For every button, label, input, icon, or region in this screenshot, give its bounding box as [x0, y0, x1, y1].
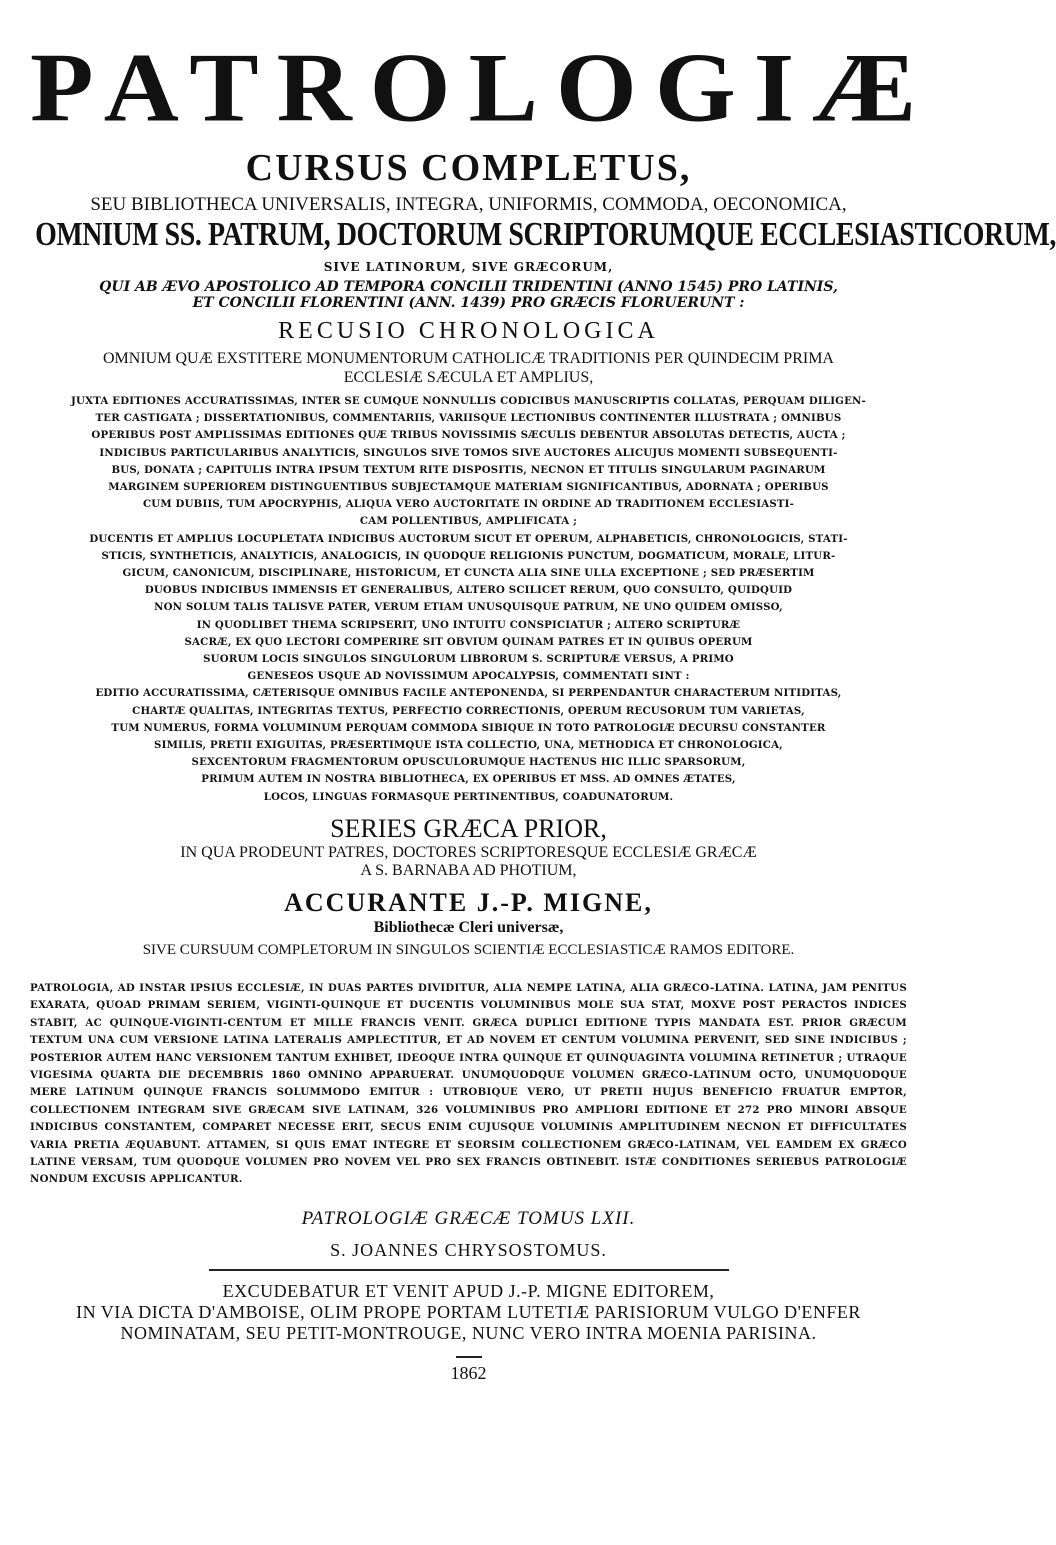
ducentis-block: [30, 531, 907, 686]
text-line: BUS, DONATA ; CAPITULIS INTRA IPSUM TEXTUM RITE DISPOSITIS, NECNON ET TITULIS SINGULARUM PAGINARUM: [111, 463, 826, 476]
text-line: CAM POLLENTIBUS, AMPLIFICATA ;: [359, 515, 578, 528]
omnium-quae-line-2: ECCLESIÆ SÆCULA ET AMPLIUS,: [343, 369, 594, 386]
text-line: TER CASTIGATA ; DISSERTATIONIBUS, COMMENTARIIS, VARIISQUE LECTIONIBUS CONTINENTER ILLUSTRATA ; OMNIBUS: [95, 412, 842, 425]
text-line: NON SOLUM TALIS TALISVE PATER, VERUM ETIAM UNUSQUISQUE PATRUM, NE UNO QUIDEM OMISSO,: [154, 601, 783, 614]
text-line: TUM NUMERUS, FORMA VOLUMINUM PERQUAM COMMODA SIBIQUE IN TOTO PATROLOGIÆ DECURSU CONSTANTER: [111, 721, 826, 734]
short-divider: [456, 1356, 482, 1358]
publication-year: 1862: [450, 1362, 487, 1383]
editio-block: [30, 685, 907, 805]
text-line: STICIS, SYNTHETICIS, ANALYTICIS, ANALOGICIS, IN QUODQUE RELIGIONIS PUNCTUM, DOGMATICUM, MORALE, LITUR-: [101, 549, 836, 562]
text-line: GICUM, CANONICUM, DISCIPLINARE, HISTORICUM, ET CUNCTA ALIA SINE ULLA EXCEPTIONE ; SED PRÆSERTIM: [122, 567, 815, 580]
seu-line: SEU BIBLIOTHECA UNIVERSALIS, INTEGRA, UNIFORMIS, COMMODA, OECONOMICA,: [90, 194, 847, 215]
omnium-quae-line-1: OMNIUM QUÆ EXSTITERE MONUMENTORUM CATHOLICÆ TRADITIONIS PER QUINDECIM PRIMA: [103, 350, 834, 367]
series-heading: SERIES GRÆCA PRIOR,: [330, 813, 607, 843]
recusio-heading: RECUSIO CHRONOLOGICA: [278, 318, 659, 344]
imprint-line-2: IN VIA DICTA D'AMBOISE, OLIM PROPE PORTAM LUTETIÆ PARISIORUM VULGO D'ENFER: [76, 1301, 861, 1322]
main-title: PATROLOGIÆ: [30, 32, 935, 143]
text-line: INDICIBUS PARTICULARIBUS ANALYTICIS, SINGULOS SIVE TOMOS SIVE AUCTORES ALICUJUS MOMENTI SUBSEQUENTI-: [99, 446, 838, 459]
juxta-block: [30, 393, 907, 531]
imprint-line-1: EXCUDEBATUR ET VENIT APUD J.-P. MIGNE EDITOREM,: [222, 1280, 715, 1301]
tomus-line: PATROLOGIÆ GRÆCÆ TOMUS LXII.: [301, 1207, 636, 1229]
qui-line-2: ET CONCILII FLORENTINI (ANN. 1439) PRO GRÆCIS FLORUERUNT :: [192, 295, 745, 311]
text-line: CHARTÆ QUALITAS, INTEGRITAS TEXTUS, PERFECTIO CORRECTIONIS, OPERUM RECUSORUM TUM VARIETAS,: [132, 704, 805, 717]
text-line: GENESEOS USQUE AD NOVISSIMUM APOCALYPSIS, COMMENTATI SINT :: [247, 670, 690, 683]
text-line: SEXCENTORUM FRAGMENTORUM OPUSCULORUMQUE HACTENUS HIC ILLIC SPARSORUM,: [191, 756, 746, 769]
text-line: CUM DUBIIS, TUM APOCRYPHIS, ALIQUA VERO AUCTORITATE IN ORDINE AD TRADITIONEM ECCLESIASTI-: [142, 498, 795, 511]
subtitle: CURSUS COMPLETUS,: [245, 147, 692, 189]
imprint-line-3: NOMINATAM, SEU PETIT-MONTROUGE, NUNC VERO INTRA MOENIA PARISINA.: [120, 1322, 817, 1343]
text-line: DUCENTIS ET AMPLIUS LOCUPLETATA INDICIBUS AUCTORUM SICUT ET OPERUM, ALPHABETICIS, CHRONOLOGICIS, STATI-: [89, 532, 848, 545]
editor-name: ACCURANTE J.-P. MIGNE,: [284, 887, 653, 917]
sive-cursuum-line: SIVE CURSUUM COMPLETORUM IN SINGULOS SCIENTIÆ ECCLESIASTICÆ RAMOS EDITORE.: [142, 941, 795, 958]
sive-line: SIVE LATINORUM, SIVE GRÆCORUM,: [323, 260, 614, 274]
omnium-line: OMNIUM SS. PATRUM, DOCTORUM SCRIPTORUMQUE ECCLESIASTICORUM,: [35, 216, 1056, 253]
text-line: IN QUODLIBET THEMA SCRIPSERIT, UNO INTUITU CONSPICIATUR ; ALTERO SCRIPTURÆ: [196, 618, 741, 631]
text-line: SIMILIS, PRETII EXIGUITAS, PRÆSERTIMQUE ISTA COLLECTIO, UNA, METHODICA ET CHRONOLOGICA,: [154, 739, 783, 752]
text-line: DUOBUS INDICIBUS IMMENSIS ET GENERALIBUS, ALTERO SCILICET RERUM, QUO CONSULTO, QUIDQUID: [144, 584, 793, 597]
bibliothecae-line: Bibliothecæ Cleri universæ,: [373, 918, 564, 936]
qui-line-1: QUI AB ÆVO APOSTOLICO AD TEMPORA CONCILII TRIDENTINI (ANNO 1545) PRO LATINIS,: [99, 279, 838, 295]
text-line: EDITIO ACCURATISSIMA, CÆTERISQUE OMNIBUS FACILE ANTEPONENDA, SI PERPENDANTUR CHARACTERUM NITIDITAS,: [95, 687, 842, 700]
text-line: PRIMUM AUTEM IN NOSTRA BIBLIOTHECA, EX OPERIBUS ET MSS. AD OMNES ÆTATES,: [201, 773, 736, 786]
text-line: LOCOS, LINGUAS FORMASQUE PERTINENTIBUS, COADUNATORUM.: [263, 790, 674, 803]
text-line: SACRÆ, EX QUO LECTORI COMPERIRE SIT OBVIUM QUINAM PATRES ET IN QUIBUS OPERUM: [184, 635, 753, 648]
patrologia-paragraph: PATROLOGIA, AD INSTAR IPSIUS ECCLESIÆ, IN DUAS PARTES DIVIDITUR, ALIA NEMPE LATINA, ALIA GRÆCO-LATINA. LATINA, JAM PENITUS EXARATA, QUOAD PRIMAM SERIEM, VIGINTI-QUINQUE ET DUCENTIS VOLUMINIBUS MOLE SUA STAT, MOXVE POST PERACTOS INDICES STABIT, AC QUINQUE-VIGINTI-CENTUM ET MILLE FRANCIS VENIT. GRÆCA DUPLICI EDITIONE TYPIS MANDATA EST. PRIOR GRÆCUM TEXTUM UNA CUM VERSIONE LATINA LATERALIS AMPLECTITUR, ET AD NOVEM ET CENTUM VOLUMINA PERVENIT, SED SINE INDICIBUS ; POSTERIOR AUTEM HANC VERSIONEM TANTUM EXHIBET, IDEOQUE INTRA QUINQUE ET QUINQUAGINTA VOLUMINA RETINETUR ; UTRAQUE VIGESIMA QUARTA DIE DECEMBRIS 1860 OMNINO APPARUERAT. UNUMQUODQUE VOLUMEN GRÆCO-LATINUM OCTO, UNUMQUODQUE MERE LATINUM QUINQUE FRANCIS SOLUMMODO EMITUR : UTROBIQUE VERO, UT PRETII HUJUS BENEFICIO FRUATUR EMPTOR, COLLECTIONEM INTEGRAM SIVE GRÆCAM SIVE LATINAM, 326 VOLUMINIBUS PRO AMPLIORI EDITIONE ET 272 PRO MINORI ABSQUE INDICIBUS CONSTANTEM, COMPARET NECESSE ERIT, SECUS ENIM CUJUSQUE VOLUMINIS AMPLITUDINEM NECNON ET DIFFICULTATES VARIA PRETIA ÆQUABUNT. ATTAMEN, SI QUIS EMAT INTEGRE ET SEORSIM COLLECTIONEM GRÆCO-LATINAM, VEL EAMDEM EX GRÆCO LATINE VERSAM, TUM QUODQUE VOLUMEN PRO NOVEM VEL PRO SEX FRANCIS OBTINEBIT. ISTÆ CONDITIONES SERIEBUS PATROLOGIÆ NONDUM EXCUSIS APPLICANTUR.: [30, 981, 907, 1186]
text-line: JUXTA EDITIONES ACCURATISSIMAS, INTER SE CUMQUE NONNULLIS CODICIBUS MANUSCRIPTIS COLLATAS, PERQUAM DILIGEN-: [71, 395, 866, 407]
text-line: SUORUM LOCIS SINGULOS SINGULORUM LIBRORUM S. SCRIPTURÆ VERSUS, A PRIMO: [203, 653, 734, 666]
text-line: MARGINEM SUPERIOREM DISTINGUENTIBUS SUBJECTAMQUE MATERIAM SIGNIFICANTIBUS, ADORNATA ; OPERIBUS: [108, 481, 829, 494]
text-line: OPERIBUS POST AMPLISSIMAS EDITIONES QUÆ TRIBUS NOVISSIMIS SÆCULIS DEBENTUR ABSOLUTAS DETECTIS, AUCTA ;: [91, 429, 846, 442]
author-line: S. JOANNES CHRYSOSTOMUS.: [330, 1239, 607, 1260]
divider-rule: [209, 1269, 729, 1271]
in-qua-line-1: IN QUA PRODEUNT PATRES, DOCTORES SCRIPTORESQUE ECCLESIÆ GRÆCÆ: [180, 843, 757, 861]
in-qua-line-2: A S. BARNABA AD PHOTIUM,: [360, 861, 577, 879]
